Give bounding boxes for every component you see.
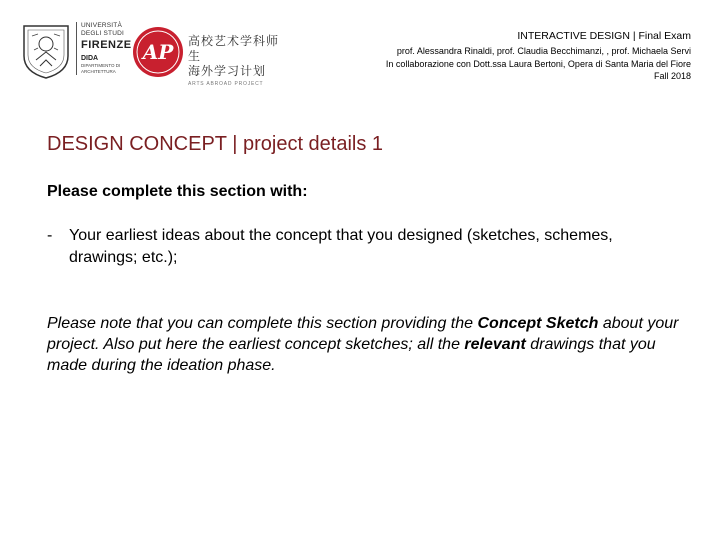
university-line-2: DEGLI STUDI bbox=[81, 30, 125, 37]
exam-title: INTERACTIVE DESIGN | Final Exam bbox=[517, 30, 691, 42]
professors-line: prof. Alessandra Rinaldi, prof. Claudia Becchimanzi, , prof. Michaela Servi bbox=[396, 46, 691, 56]
university-name bbox=[76, 22, 131, 75]
department-sub-1: DIPARTIMENTO DI bbox=[81, 63, 121, 68]
department-sub-2: ARCHITETTURA bbox=[81, 69, 116, 74]
note-part-3: drawings that you made during the ideation phase. bbox=[47, 336, 656, 374]
aap-monogram: AP bbox=[142, 40, 174, 64]
intro-text: Please complete this section with: bbox=[47, 183, 308, 200]
university-logo bbox=[18, 20, 132, 82]
aap-circle-icon bbox=[132, 26, 184, 78]
university-city: FIRENZE bbox=[81, 39, 132, 51]
aap-chinese-line-2: 海外学习计划 bbox=[188, 64, 267, 78]
term-line: Fall 2018 bbox=[653, 71, 691, 81]
department-name: DIDA bbox=[81, 55, 99, 62]
aap-english: ARTS ABROAD PROJECT bbox=[188, 81, 264, 87]
aap-chinese-line-1: 高校艺术学科师生 bbox=[188, 34, 280, 63]
note-paragraph bbox=[47, 313, 697, 376]
note-bold-concept-sketch: Concept Sketch bbox=[477, 315, 599, 332]
exam-header bbox=[271, 30, 691, 83]
note-part-2: about your project. Also put here the earliest concept sketches; all the bbox=[47, 315, 679, 353]
university-seal-icon bbox=[18, 22, 74, 80]
slide-title: DESIGN CONCEPT | project details 1 bbox=[47, 133, 384, 155]
note-bold-relevant: relevant bbox=[464, 336, 526, 353]
aap-logo bbox=[132, 26, 292, 87]
collaboration-line: In collaborazione con Dott.ssa Laura Bertoni, Opera di Santa Maria del Fiore bbox=[385, 58, 691, 69]
bullet-text: Your earliest ideas about the concept that you designed (sketches, schemes, drawings; etc.); bbox=[69, 227, 613, 266]
bullet-dash: - bbox=[47, 227, 53, 244]
note-part-1: Please note that you can complete this section providing the bbox=[47, 315, 478, 332]
bullet-item bbox=[47, 225, 667, 269]
university-line-1: UNIVERSITÀ bbox=[81, 22, 123, 29]
